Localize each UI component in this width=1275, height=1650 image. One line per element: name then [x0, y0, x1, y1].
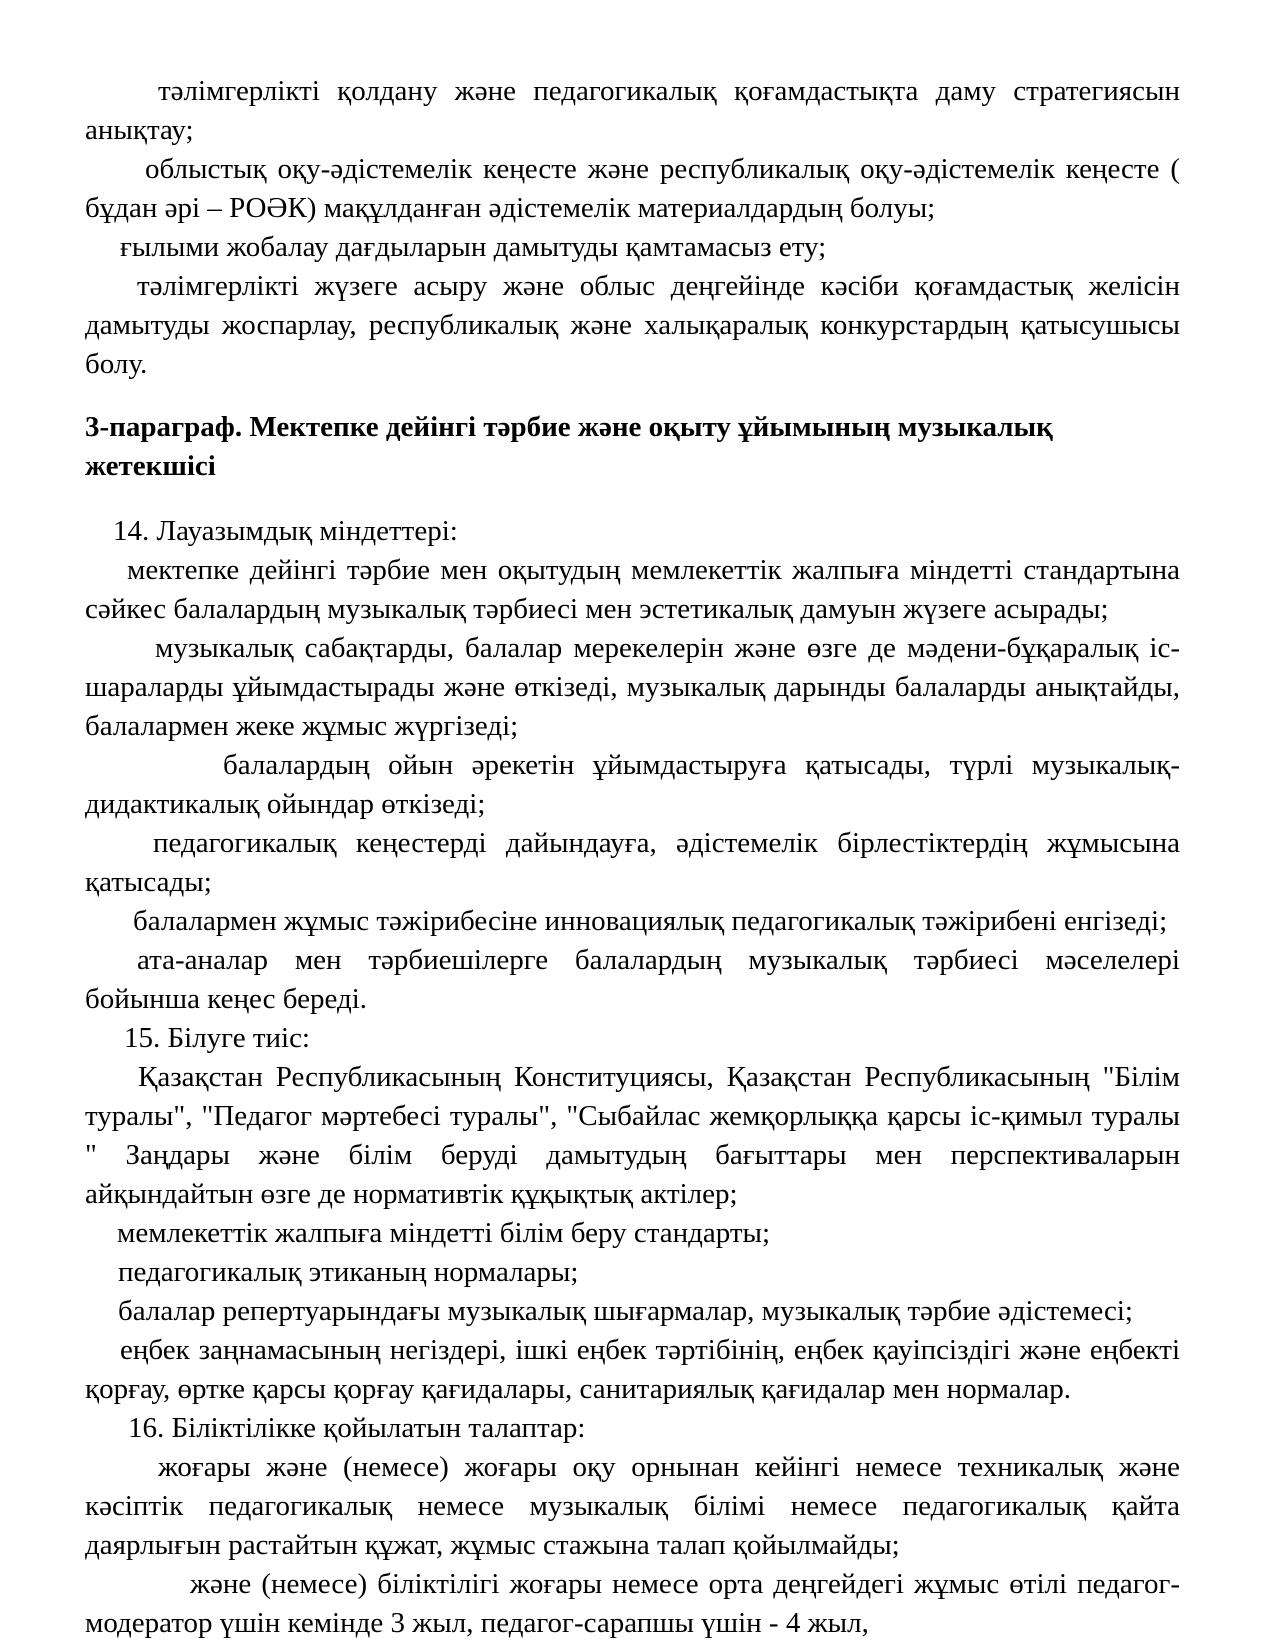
paragraph: ата-аналар мен тәрбиешілерге балалардың музыкалық тәрбиесі мәселелері бойынша кеңес береді.: [85, 944, 1180, 1015]
paragraph: балалар репертуарындағы музыкалық шығармалар, музыкалық тәрбие әдістемесі;: [118, 1295, 1133, 1327]
paragraph: 16. Біліктілікке қойылатын талаптар:: [128, 1412, 586, 1444]
section-heading: 3-параграф. Мектепке дейінгі тәрбие және оқыту ұйымының музыкалық жетекшісі: [85, 411, 1053, 482]
paragraph: мектепке дейінгі тәрбие мен оқытудың мемлекеттік жалпыға міндетті стандартына сәйкес балалардың музыкалық тәрбиесі мен эстетикалық дамуын жүзеге асырады;: [85, 554, 1180, 625]
paragraph: және (немесе) біліктілігі жоғары немесе орта деңгейдегі жұмыс өтілі педагог-модератор үшін кемінде 3 жыл, педагог-сарапшы үшін - 4 жыл,: [85, 1568, 1180, 1639]
paragraph: 15. Білуге тиіс:: [124, 1022, 310, 1054]
paragraph: ғылыми жобалау дағдыларын дамытуды қамтамасыз ету;: [120, 231, 827, 263]
paragraph: балалардың ойын әрекетін ұйымдастыруға қатысады, түрлі музыкалық-дидактикалық ойындар өткізеді;: [85, 749, 1180, 820]
paragraph: жоғары және (немесе) жоғары оқу орнынан кейінгі немесе техникалық және кәсіптік педагогикалық немесе музыкалық білімі немесе педагогикалық қайта даярлығын растайтын құжат, жұмыс стажына талап қойылмайды;: [85, 1451, 1180, 1561]
paragraph: педагогикалық этиканың нормалары;: [118, 1256, 579, 1288]
paragraph: мемлекеттік жалпыға міндетті білім беру стандарты;: [117, 1217, 771, 1249]
paragraph: еңбек заңнамасының негіздері, ішкі еңбек тәртібінің, еңбек қауіпсіздігі және еңбекті қорғау, өртке қарсы қорғау қағидалары, санитариялық қағидалар мен нормалар.: [85, 1334, 1180, 1405]
paragraph: Қазақстан Республикасының Конституциясы, Қазақстан Республикасының "Білім туралы", "Педагог мәртебесі туралы", "Сыбайлас жемқорлыққа қарсы іс-қимыл туралы " Заңдары және білім беруді дамытудың бағыттары мен перспективаларын айқындайтын өзге де нормативтік құқықтық актілер;: [85, 1061, 1180, 1210]
paragraph: облыстық оқу-әдістемелік кеңесте және республикалық оқу-әдістемелік кеңесте ( бұдан әрі – РОӘК) мақұлданған әдістемелік материалдардың болуы;: [85, 153, 1180, 224]
paragraph: музыкалық сабақтарды, балалар мерекелерін және өзге де мәдени-бұқаралық іс-шараларды ұйымдастырады және өткізеді, музыкалық дарынды балаларды анықтайды, балалармен жеке жұмыс жүргізеді;: [85, 632, 1180, 742]
document-body: [85, 72, 1180, 1643]
paragraph: балалармен жұмыс тәжірибесіне инновациялық педагогикалық тәжірибені енгізеді;: [133, 905, 1168, 937]
paragraph: 14. Лауазымдық міндеттері:: [113, 515, 458, 547]
paragraph: педагогикалық кеңестерді дайындауға, әдістемелік бірлестіктердің жұмысына қатысады;: [85, 827, 1180, 898]
paragraph: тәлімгерлікті жүзеге асыру және облыс деңгейінде кәсіби қоғамдастық желісін дамытуды жоспарлау, республикалық және халықаралық конкурстардың қатысушысы болу.: [85, 270, 1180, 380]
paragraph: тәлімгерлікті қолдану және педагогикалық қоғамдастықта даму стратегиясын анықтау;: [85, 75, 1180, 146]
